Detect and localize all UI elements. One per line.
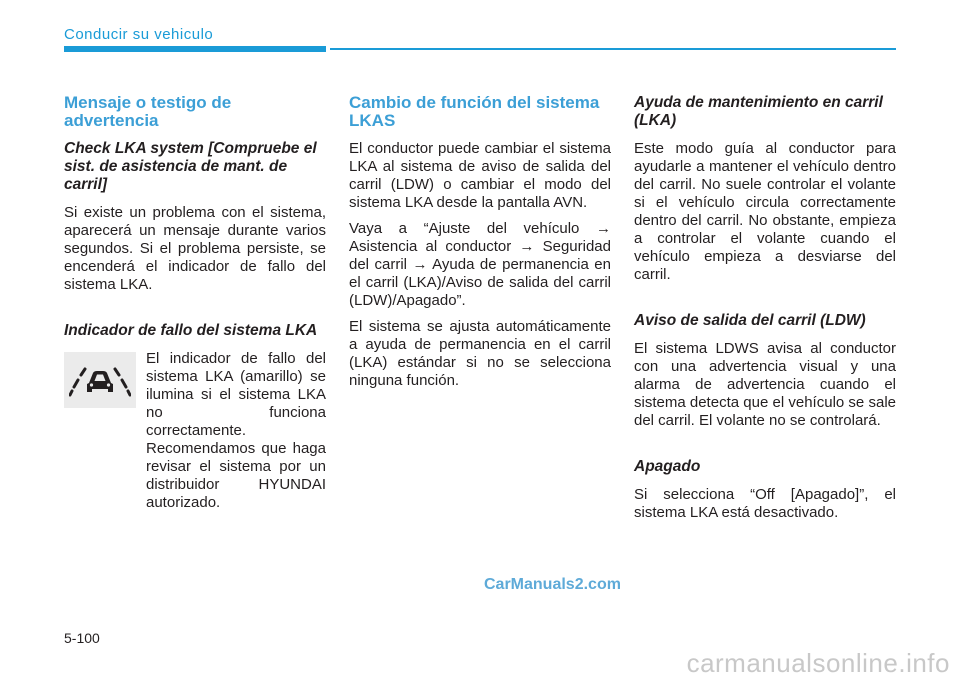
subheading-lka-malfunction: Indicador de fallo del sistema LKA bbox=[64, 322, 318, 339]
paragraph-driver-change: El conductor puede cambiar el sistema LKA al sistema de aviso de salida del carril (LDW) o cambiar el modo del sistema LKA desde la pantalla AVN. bbox=[349, 140, 611, 211]
column-modes bbox=[634, 94, 896, 530]
paragraph-check-lka: Si existe un problema con el sistema, aparecerá un mensaje durante varios segundos. Si el problema persiste, se encenderá el indicador de fallo del sistema LKA. bbox=[64, 204, 326, 293]
column-warning-message bbox=[64, 94, 326, 520]
section-title: Conducir su vehiculo bbox=[64, 26, 214, 43]
paragraph-lka-malfunction: El indicador de fallo del sistema LKA (amarillo) se ilumina si el sistema LKA no funciona correctamente. Recomendamos que haga revisar el sistema por un distribuidor HYUNDAI autorizado. bbox=[146, 350, 326, 511]
paragraph-lka-mode: Este modo guía al conductor para ayudarle a mantener el vehículo dentro del carril. No suele controlar el volante si el vehículo circula correctamente dentro del carril. No obstante, empieza a controlar el volante cuando el vehículo empieza a desviarse del carril. bbox=[634, 140, 896, 283]
paragraph-settings-path: Vaya a “Ajuste del vehículo → Asistencia al conductor → Seguridad del carril → Ayuda de permanencia en el carril (LKA)/Aviso de salida del carril (LDW)/Apagado”. bbox=[349, 220, 611, 309]
header-accent-bar bbox=[64, 46, 326, 52]
paragraph-off-mode: Si selecciona “Off [Apagado]”, el sistema LKA está desactivado. bbox=[634, 486, 896, 521]
heading-warning-message: Mensaje o testigo de advertencia bbox=[64, 93, 232, 130]
subheading-check-lka: Check LKA system [Compruebe el sist. de asistencia de mant. de carril] bbox=[64, 140, 317, 193]
header-divider-line bbox=[330, 48, 896, 50]
column-function-change bbox=[349, 94, 611, 398]
subheading-off-mode: Apagado bbox=[634, 458, 701, 475]
lka-car-lanes-icon bbox=[64, 352, 136, 408]
paragraph-default-mode: El sistema se ajusta automáticamente a ayuda de permanencia en el carril (LKA) estándar si no se selecciona ninguna función. bbox=[349, 318, 611, 389]
footer-watermark: carmanualsonline.info bbox=[686, 648, 950, 678]
page-number: 5-100 bbox=[64, 630, 100, 646]
malfunction-indicator-row bbox=[64, 350, 326, 520]
subheading-lka-mode: Ayuda de mantenimiento en carril (LKA) bbox=[634, 94, 883, 129]
carmanuals-watermark: CarManuals2.com bbox=[484, 576, 621, 593]
subheading-ldw-mode: Aviso de salida del carril (LDW) bbox=[634, 312, 866, 329]
heading-function-change: Cambio de función del sistema LKAS bbox=[349, 93, 600, 130]
paragraph-ldw-mode: El sistema LDWS avisa al conductor con una advertencia visual y una alarma de advertencia cuando el sistema detecta que el vehículo se sale del carril. El volante no se controlará. bbox=[634, 340, 896, 429]
